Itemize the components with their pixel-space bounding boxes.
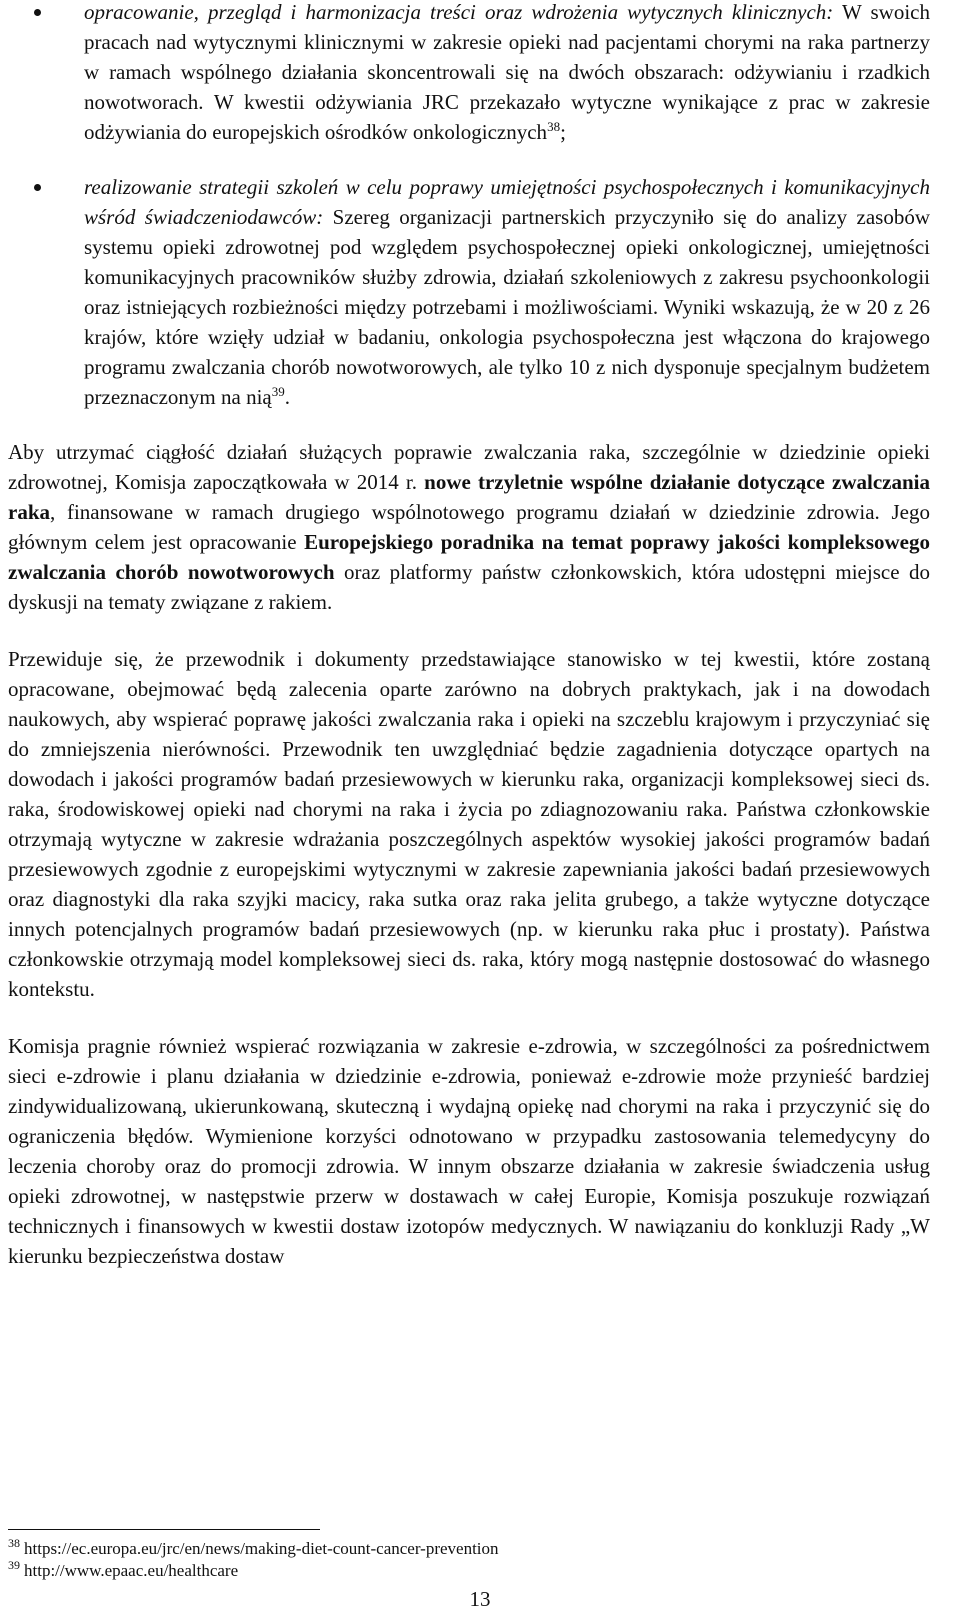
bullet-tail: ; — [560, 120, 566, 144]
paragraph-joint-action — [8, 437, 930, 617]
footnote-divider — [8, 1529, 320, 1530]
bullet-lead: realizowanie strategii szkoleń w celu poprawy umiejętności psychospołecznych i komunikacyjnych wśród świadczeniodawców: — [84, 175, 930, 229]
paragraph-guide-content: Przewiduje się, że przewodnik i dokumenty przedstawiające stanowisko w tej kwestii, które zostaną opracowane, obejmować będą zalecenia oparte zarówno na dobrych praktykach, jak i na dowodach naukowych, aby wspierać poprawę jakości zwalczania raka i opieki na szczeblu krajowym i przyczyniać się do zmniejszenia nierówności. Przewodnik ten uwzględniać będzie zagadnienia dotyczące opartych na dowodach i jakości programów badań przesiewowych w kierunku raka, organizacji kompleksowej sieci ds. raka, środowiskowej opieki nad chorymi na raka i życia po zdiagnozowaniu raka. Państwa członkowskie otrzymają wytyczne w zakresie wdrażania poszczególnych aspektów wysokiej jakości programów badań przesiewowych zgodnie z europejskimi wytycznymi w zakresie zapewniania jakości badań przesiewowych oraz diagnostyki dla raka szyjki macicy, raka sutka oraz raka jelita grubego, a także wytyczne dotyczące innych potencjalnych programów badań przesiewowych (np. w kierunku raka płuc i prostaty). Państwa członkowskie otrzymają model kompleksowej sieci ds. raka, który mogą następnie dostosować do własnego kontekstu. — [8, 647, 930, 1001]
bullet-text: W swoich pracach nad wytycznymi klinicznymi w zakresie opieki nad pacjentami chorymi na raka partnerzy w ramach wspólnego działania skoncentrowali się na dwóch obszarach: odżywianiu i rzadkich nowotworach. W kwestii odżywiania JRC przekazało wytyczne wynikające z prac w zakresie odżywiania do europejskich ośrodków onkologicznych — [84, 0, 930, 144]
paragraph-text: Aby utrzymać ciągłość działań służących poprawie zwalczania raka, szczególnie w dziedzinie opieki zdrowotnej, Komisja zapoczątkowała w 2014 r. — [8, 440, 930, 494]
bullet-item-guidelines — [8, 0, 930, 147]
footnote-link[interactable]: http://www.epaac.eu/healthcare — [24, 1561, 239, 1580]
footnote-link[interactable]: https://ec.europa.eu/jrc/en/news/making-diet-count-cancer-prevention — [24, 1539, 499, 1558]
bullet-text: Szereg organizacji partnerskich przyczyniło się do analizy zasobów systemu opieki zdrowotnej pod względem psychospołecznej opieki onkologicznej, umiejętności komunikacyjnych pracowników służby zdrowia, działań szkoleniowych z zakresu psychoonkologii oraz istniejących rozbieżności między potrzebami i możliwościami. Wyniki wskazują, że w 20 z 26 krajów, które wzięły udział w badaniu, onkologia psychospołeczna jest włączona do krajowego programu zwalczania chorób nowotworowych, ale tylko 10 z nich dysponuje specjalnym budżetem przeznaczonym na nią — [84, 205, 931, 409]
bold-phrase-joint-action: nowe trzyletnie wspólne działanie dotyczące zwalczania raka — [8, 470, 930, 524]
bullet-item-training — [8, 172, 930, 412]
paragraph-text: , finansowane w ramach drugiego wspólnotowego programu działań w dziedzinie zdrowia. Jego głównym celem jest opracowanie — [8, 500, 930, 554]
footnote-ref: 39 — [271, 384, 285, 399]
footnote-number: 39 — [8, 1558, 20, 1573]
footnote-ref: 38 — [547, 119, 561, 134]
bullet-dot-icon — [34, 9, 41, 16]
paragraph-text: oraz platformy państw członkowskich, która udostępni miejsce do dyskusji na tematy związane z rakiem. — [8, 560, 930, 614]
footnote-38 — [8, 1538, 930, 1560]
paragraph-ehealth: Komisja pragnie również wspierać rozwiązania w zakresie e-zdrowia, w szczególności za pośrednictwem sieci e-zdrowie i planu działania w dziedzinie e-zdrowia, ponieważ e-zdrowie może przynieść bardziej zindywidualizowaną, ukierunkowaną, skuteczną i wydajną opiekę nad chorymi na raka i przyczynić się do ograniczenia błędów. Wymienione korzyści odnotowano w przypadku zastosowania telemedycyny do leczenia choroby oraz do promocji zdrowia. W innym obszarze działania w zakresie świadczenia usług opieki zdrowotnej, w następstwie przerw w dostawach w całej Europie, Komisja poszukuje rozwiązań technicznych i finansowych w kwestii dostaw izotopów medycznych. W nawiązaniu do konkluzji Rady „W kierunku bezpieczeństwa dostaw — [8, 1034, 930, 1268]
bullet-dot-icon — [34, 184, 41, 191]
footnote-number: 38 — [8, 1536, 20, 1551]
bullet-lead: opracowanie, przegląd i harmonizacja treści oraz wdrożenia wytycznych klinicznych: — [84, 0, 834, 24]
bold-phrase-guide: Europejskiego poradnika na temat poprawy jakości kompleksowego zwalczania chorób nowotworowych — [8, 530, 930, 584]
footnote-39 — [8, 1560, 930, 1582]
footnotes — [8, 1529, 930, 1582]
page-number: 13 — [469, 1587, 491, 1611]
bullet-list — [8, 0, 930, 412]
bullet-tail: . — [284, 385, 290, 409]
